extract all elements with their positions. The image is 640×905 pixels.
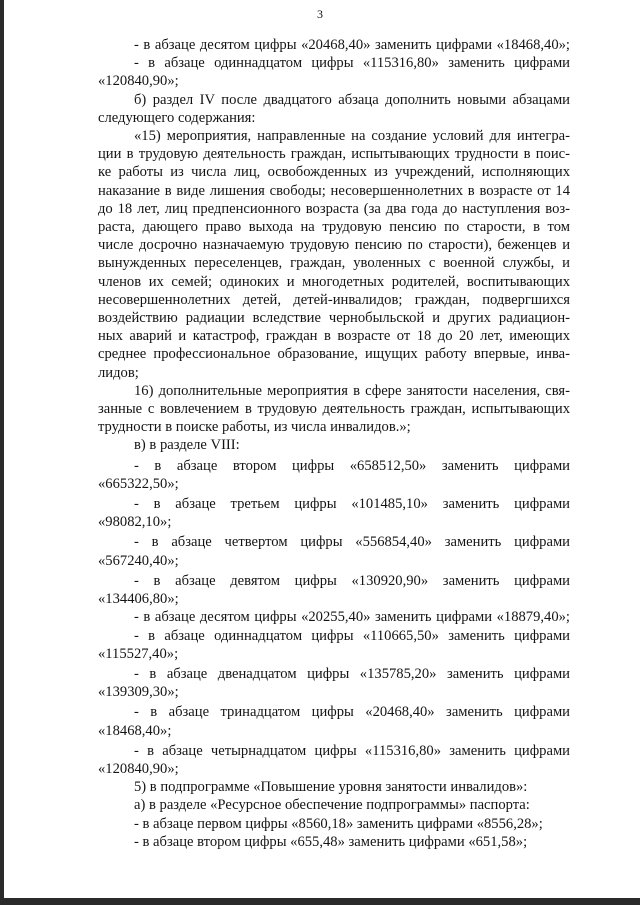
text-line: «139309,30»; xyxy=(98,684,179,701)
text-line: занные с вовлечением в трудовую деятельность граждан, испытывающих xyxy=(98,401,570,418)
text-line: ке работы из числа лиц, освобожденных из учреждений, исполняющих xyxy=(98,164,570,181)
text-line: - в абзаце третьем цифры «101485,10» заменить цифрами xyxy=(134,496,570,513)
text-line: несовершеннолетних детей, детей-инвалидов; граждан, подвергшихся xyxy=(98,291,570,308)
text-line: - в абзаце десятом цифры «20468,40» заменить цифрами «18468,40»; xyxy=(134,37,570,53)
page-number: 3 xyxy=(317,7,323,21)
text-line: - в абзаце четырнадцатом цифры «115316,80» заменить цифрами xyxy=(134,742,570,759)
text-line: наказание в виде лишения свободы; несовершеннолетних в возрасте от 14 xyxy=(98,182,570,199)
text-line: трудности в поиске работы, из числа инвалидов.»; xyxy=(98,419,411,436)
text-line: среднее профессиональное образование, ищущих работу впервые, инва- xyxy=(98,346,570,363)
text-line: - в абзаце одиннадцатом цифры «110665,50» заменить цифрами xyxy=(134,627,570,644)
text-line: следующего содержания: xyxy=(98,109,256,126)
text-line: «98082,10»; xyxy=(98,514,172,531)
text-line: - в абзаце двенадцатом цифры «135785,20» заменить цифрами xyxy=(134,665,570,682)
scan-border-left xyxy=(0,0,4,905)
document-body xyxy=(98,36,570,851)
text-line: «120840,90»; xyxy=(98,760,179,777)
text-line: «665322,50»; xyxy=(98,475,179,492)
text-line: «567240,40»; xyxy=(98,552,179,569)
text-line: - в абзаце первом цифры «8560,18» заменить цифрами «8556,28»; xyxy=(134,815,543,832)
text-line: - в абзаце одиннадцатом цифры «115316,80» заменить цифрами xyxy=(134,55,570,72)
scan-border-bottom xyxy=(0,898,640,905)
text-line: - в абзаце девятом цифры «130920,90» заменить цифрами xyxy=(134,572,570,589)
text-line: до 18 лет, лиц предпенсионного возраста (за два года до наступления воз- xyxy=(98,200,570,217)
text-line: лидов; xyxy=(98,364,139,381)
text-line: 16) дополнительные мероприятия в сфере занятости населения, свя- xyxy=(134,382,570,399)
text-line: в) в разделе VIII: xyxy=(134,437,240,454)
text-line: числе досрочно назначаемую трудовую пенсию по старости), беженцев и xyxy=(98,237,570,254)
text-line: - в абзаце четвертом цифры «556854,40» заменить цифрами xyxy=(134,534,570,551)
text-line: 5) в подпрограмме «Повышение уровня занятости инвалидов»: xyxy=(134,779,528,796)
text-line: вынужденных переселенцев, граждан, уволенных с военной службы, и xyxy=(98,255,570,272)
text-line: ции в трудовую деятельность граждан, испытывающих трудности в поис- xyxy=(98,146,570,163)
text-line: - в абзаце десятом цифры «20255,40» заменить цифрами «18879,40»; xyxy=(134,609,570,626)
text-line: раста, дающего право выхода на трудовую пенсию по старости, в том xyxy=(98,219,570,236)
text-line: «134406,80»; xyxy=(98,591,179,608)
text-line: «120840,90»; xyxy=(98,73,179,90)
text-line: «18468,40»; xyxy=(98,722,172,739)
text-line: - в абзаце втором цифры «655,48» заменить цифрами «651,58»; xyxy=(134,833,528,850)
text-line: - в абзаце втором цифры «658512,50» заменить цифрами xyxy=(134,457,570,474)
text-line: а) в разделе «Ресурсное обеспечение подпрограммы» паспорта: xyxy=(134,797,530,814)
text-line: «15) мероприятия, направленные на создание условий для интегра- xyxy=(134,128,570,145)
text-line: «115527,40»; xyxy=(98,645,179,662)
text-line: воздействию радиации вследствие чернобыльской и других радиацион- xyxy=(98,310,570,327)
text-line: б) раздел IV после двадцатого абзаца дополнить новыми абзацами xyxy=(134,91,570,108)
text-line: ных аварий и катастроф, граждан в возрасте от 18 до 20 лет, имеющих xyxy=(98,328,570,345)
text-line: - в абзаце тринадцатом цифры «20468,40» заменить цифрами xyxy=(134,704,570,721)
text-line: членов их семей; одиноких и многодетных родителей, воспитывающих xyxy=(98,273,570,290)
